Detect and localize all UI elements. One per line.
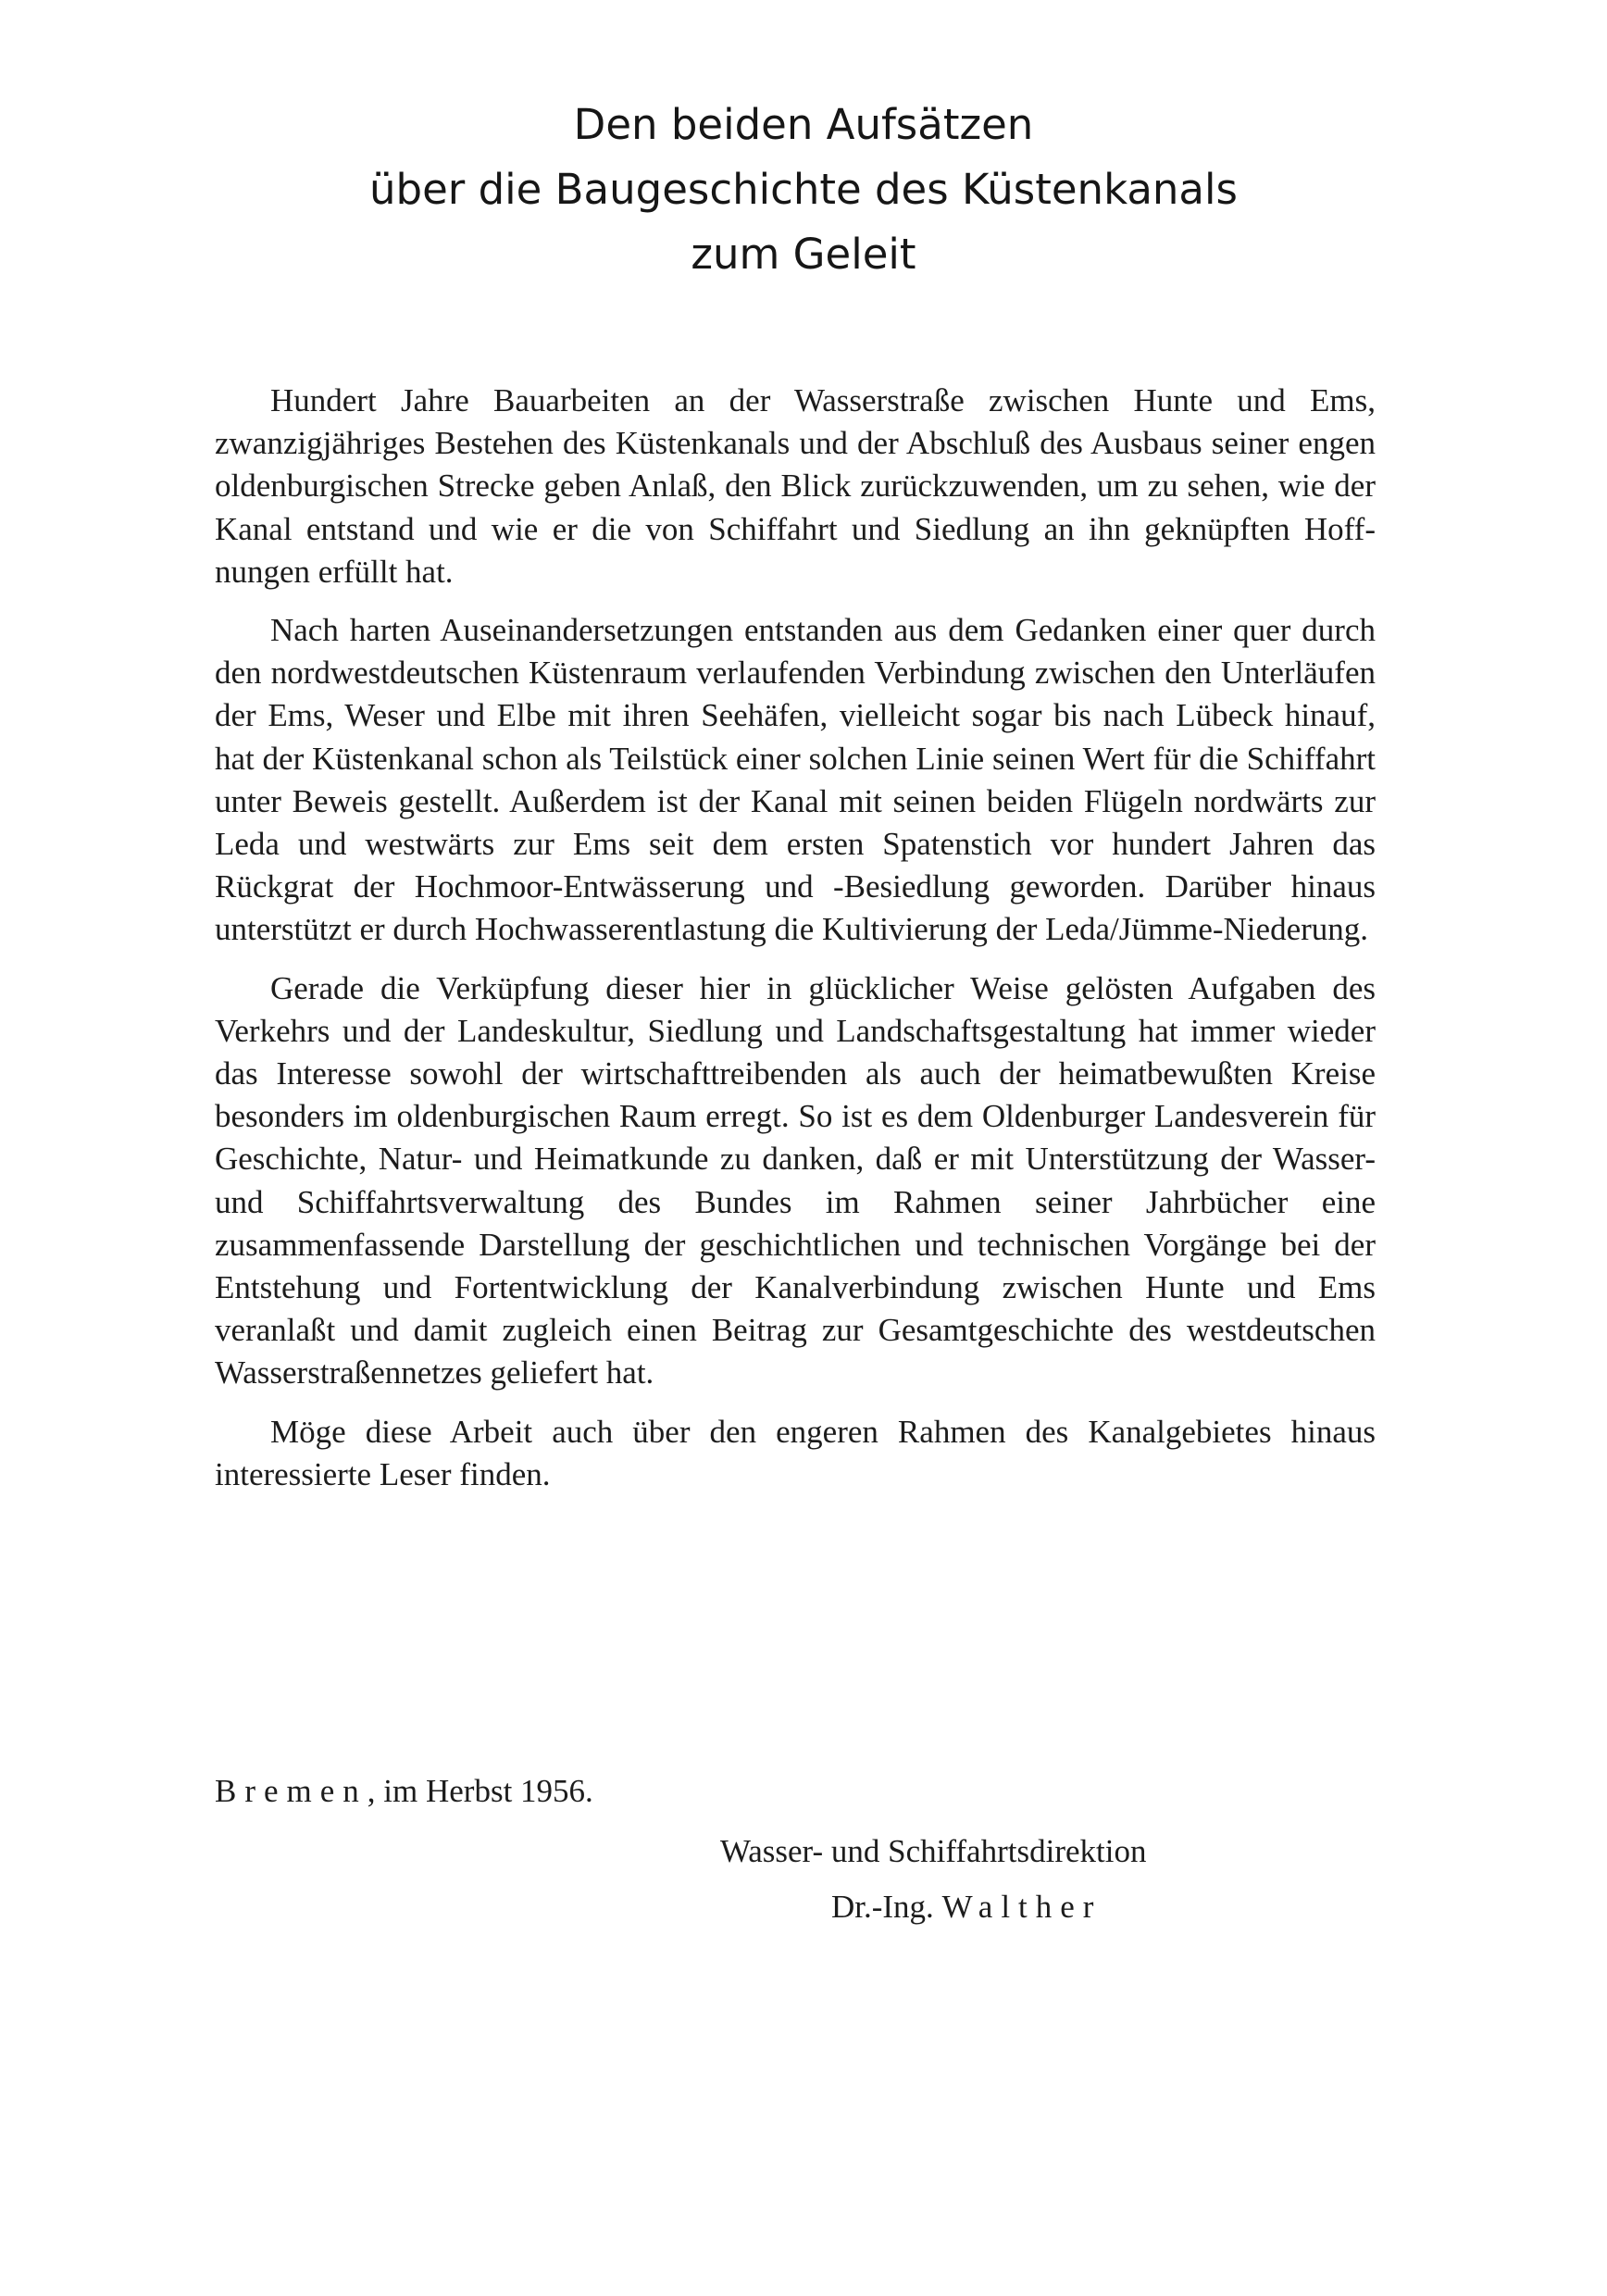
paragraph-1: Hundert Jahre Bauarbeiten an der Wasserstraße zwischen Hunte und Ems, zwanzigjähriges Bestehen des Küstenkanals und der Abschluß des Ausbaus seiner engen oldenburgischen Strecke geben Anlaß, den Blick zurückzuwenden, um zu sehen, wie der Kanal entstand und wie er die von Schiffahrt und Siedlung an ihn geknüpften Hoffnungen erfüllt hat. xyxy=(215,382,1376,590)
body-text xyxy=(215,380,1376,1512)
title-line-1: Den beiden Aufsätzen xyxy=(573,100,1034,149)
title-line-2: über die Baugeschichte des Küstenkanals xyxy=(369,165,1238,214)
paragraph-4: Möge diese Arbeit auch über den engeren Rahmen des Kanalgebietes hinaus interessierte Leser finden. xyxy=(215,1413,1376,1492)
author-name: Walther xyxy=(941,1889,1102,1925)
paragraph-2: Nach harten Auseinandersetzungen entstanden aus dem Gedanken einer quer durch den nordwestdeutschen Küstenraum verlaufenden Verbindung zwischen den Unterläufen der Ems, Weser und Elbe mit ihren Seehäfen, vielleicht sogar bis nach Lübeck hinauf, hat der Küstenkanal schon als Teilstück einer solchen Linie seinen Wert für die Schiffahrt unter Beweis gestellt. Außerdem ist der Kanal mit seinen beiden Flügeln nordwärts zur Leda und westwärts zur Ems seit dem ersten Spatenstich vor hundert Jahren das Rückgrat der Hochmoor-Entwässerung und -Besiedlung geworden. Darüber hinaus unterstützt er durch Hochwasserentlastung die Kultivierung der Leda/Jümme-Niederung. xyxy=(215,612,1376,948)
paragraph-3: Gerade die Verküpfung dieser hier in glücklicher Weise gelösten Aufgaben des Verkehrs und der Landeskultur, Siedlung und Landschaftsgestaltung hat immer wieder das Interesse sowohl der wirtschafttreibenden als auch der heimatbewußten Kreise besonders im oldenburgischen Raum erregt. So ist es dem Oldenburger Landesverein für Geschichte, Natur- und Heimatkunde zu danken, daß er mit Unterstützung der Wasser- und Schiffahrtsverwaltung des Bundes im Rahmen seiner Jahrbücher eine zusammenfassende Darstellung der geschichtlichen und technischen Vorgänge bei der Entstehung und Fortentwicklung der Kanalverbindung zwischen Hunte und Ems veranlaßt und damit zugleich einen Beitrag zur Gesamtgeschichte des westdeutschen Wasserstraßennetzes geliefert hat. xyxy=(215,969,1376,1391)
place-date-line xyxy=(215,1773,593,1810)
title-line-3: zum Geleit xyxy=(691,230,916,279)
author-title: Dr.-Ing. xyxy=(831,1889,934,1925)
author-line xyxy=(831,1889,1102,1926)
document-title xyxy=(0,93,1607,287)
organization-name: Wasser- und Schiffahrtsdirektion xyxy=(720,1833,1147,1869)
place-name: Bremen xyxy=(215,1773,367,1809)
date-text: , im Herbst 1956. xyxy=(367,1773,593,1809)
